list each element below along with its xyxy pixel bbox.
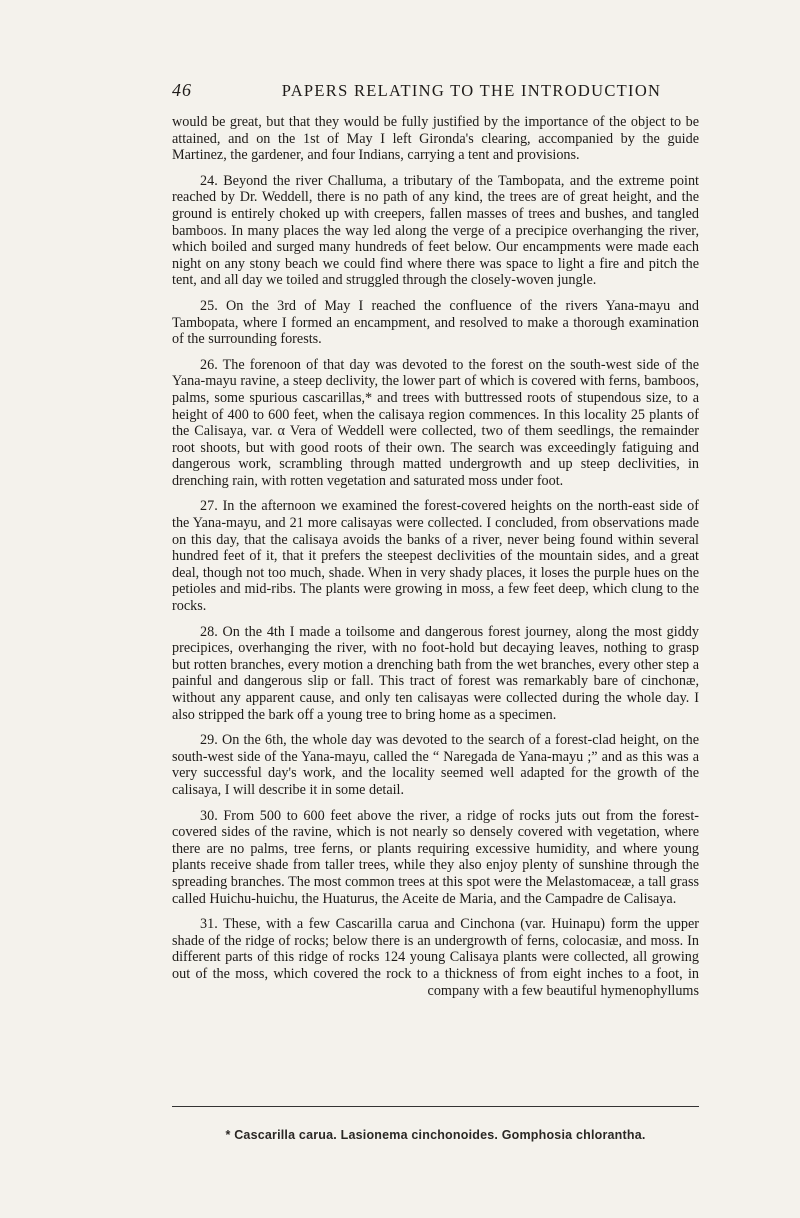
paragraph-25: 25. On the 3rd of May I reached the confluence of the rivers Yana-mayu and Tambopata, where I formed an encampment, and resolved to make a thorough examination of the surrounding forests. — [172, 297, 699, 348]
paragraph-27: 27. In the afternoon we examined the forest-covered heights on the north-east side of the Yana-mayu, and 21 more calisayas were collected. I concluded, from observations made on this day, that the calisaya avoids the banks of a river, never being found within several hundred feet of it, that it prefers the steepest declivities of the mountain sides, and a great deal, though not too much, shade. When in very shady places, it loses the purple hues on the petioles and mid-ribs. The plants were growing in moss, a few feet deep, which clung to the rocks. — [172, 498, 699, 615]
body-text — [172, 114, 699, 999]
footnote: * Cascarilla carua. Lasionema cinchonoides. Gomphosia chlorantha. — [225, 1128, 646, 1142]
paragraph-26: 26. The forenoon of that day was devoted to the forest on the south-west side of the Yana-mayu ravine, a steep declivity, the lower part of which is covered with ferns, bamboos, palms, some spurious cascarillas,* and trees with buttressed roots of stupendous size, to a height of 400 to 600 feet, when the calisaya region commences. In this locality 25 plants of the Calisaya, var. α Vera of Weddell were collected, two of them seedlings, the remainder root shoots, but with good roots of their own. The search was exceedingly fatiguing and dangerous work, scrambling through matted undergrowth and up steep declivities, in drenching rain, with rotten vegetation and saturated moss under foot. — [172, 356, 699, 489]
paragraph-30: 30. From 500 to 600 feet above the river, a ridge of rocks juts out from the forest-covered sides of the ravine, which is not nearly so densely covered with vegetation, where there are no palms, tree ferns, or plants requiring excessive humidity, and where young plants receive shade from taller trees, while they also enjoy plenty of sunshine through the spreading branches. The most common trees at this spot were the Melastomaceæ, a tall grass called Huichu-huichu, the Huaturus, the Aceite de Maria, and the Campadre de Calisaya. — [172, 807, 699, 907]
paragraph-31: 31. These, with a few Cascarilla carua and Cinchona (var. Huinapu) form the upper shade of the ridge of rocks; below there is an undergrowth of ferns, colocasiæ, and moss. In different parts of this ridge of rocks 124 young Calisaya plants were collected, all growing out of the moss, which covered the rock to a thickness of from eight inches to a foot, in company with a few beautiful hymenophyllums — [172, 916, 699, 999]
footnote-divider — [172, 1106, 699, 1107]
running-head: PAPERS RELATING TO THE INTRODUCTION — [281, 81, 662, 100]
paragraph-24: 24. Beyond the river Challuma, a tributary of the Tambopata, and the extreme point reached by Dr. Weddell, there is no path of any kind, the trees are of great height, and the ground is entirely choked up with creepers, fallen masses of trees and bushes, and tangled bamboos. In many places the way led along the verge of a precipice overhanging the river, which boiled and surged many hundreds of feet below. Our encampments were made each night on any stony beach we could find where there was space to light a fire and pitch the tent, and all day we toiled and struggled through the closely-woven jungle. — [172, 172, 699, 289]
paragraph-continuation: would be great, but that they would be fully justified by the importance of the object to be attained, and on the 1st of May I left Gironda's clearing, accompanied by the guide Martinez, the gardener, and four Indians, carrying a tent and provisions. — [172, 114, 699, 164]
paragraph-29: 29. On the 6th, the whole day was devoted to the search of a forest-clad height, on the south-west side of the Yana-mayu, called the “ Naregada de Yana-mayu ;” and as this was a very successful day's work, and the locality seemed well adapted for the growth of the calisaya, I will describe it in some detail. — [172, 732, 699, 798]
page-number: 46 — [172, 80, 192, 100]
paragraph-28: 28. On the 4th I made a toilsome and dangerous forest journey, along the most giddy precipices, overhanging the river, with no foot-hold but decaying leaves, nothing to grasp but rotten branches, every motion a drenching bath from the wet branches, every other step a painful and dangerous slip or fall. This tract of forest was remarkably bare of cinchonæ, without any apparent cause, and only ten calisayas were collected during the whole day. I also stripped the bark off a young tree to bring home as a specimen. — [172, 623, 699, 723]
page-header — [172, 80, 699, 106]
